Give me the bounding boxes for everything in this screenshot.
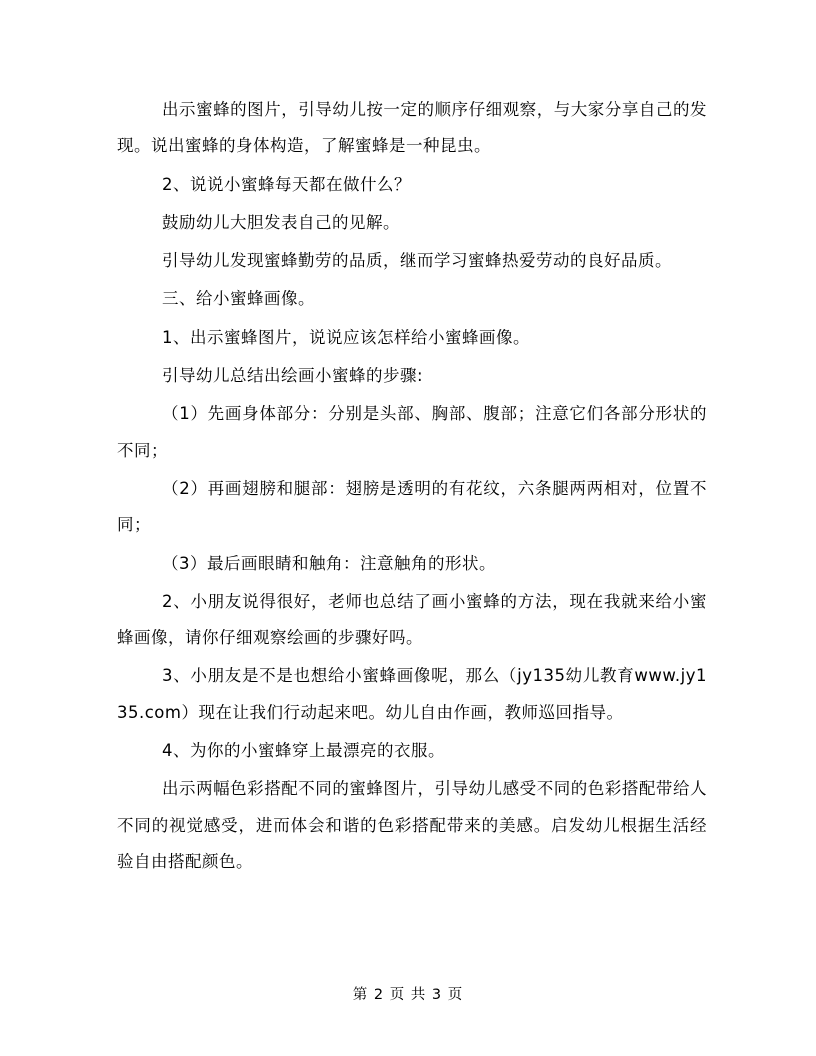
paragraph-diligence: 引导幼儿发现蜜蜂勤劳的品质，继而学习蜜蜂热爱劳动的良好品质。 [162,251,672,271]
paragraph-step-1-picture: 1、出示蜜蜂图片，说说应该怎样给小蜜蜂画像。 [162,327,530,347]
paragraph-encourage: 鼓励幼儿大胆发表自己的见解。 [162,212,400,232]
page-number-label: 第 2 页 共 3 页 [352,987,464,1003]
paragraph-observe-bee: 出示蜜蜂的图片，引导幼儿按一定的顺序仔细观察，与大家分享自己的发现。说出蜜蜂的身体构造，了解蜜蜂是一种昆虫。 [117,100,707,156]
paragraph-step-4-clothes: 4、为你的小蜜蜂穿上最漂亮的衣服。 [162,741,445,761]
paragraph-step-2-demo: 2、小朋友说得很好，老师也总结了画小蜜蜂的方法，现在我就来给小蜜蜂画像，请你仔细观察绘画的步骤好吗。 [117,591,707,648]
paragraph-substep-1: （1）先画身体部分：分别是头部、胸部、腹部；注意它们各部分形状的不同； [117,404,707,460]
paragraph-color-matching: 出示两幅色彩搭配不同的蜜蜂图片，引导幼儿感受不同的色彩搭配带给人不同的视觉感受，进而体会和谐的色彩搭配带来的美感。启发幼儿根据生活经验自由搭配颜色。 [117,779,707,871]
paragraph-substep-2: （2）再画翅膀和腿部：翅膀是透明的有花纹，六条腿两两相对，位置不同； [117,478,707,535]
section-heading-3: 三、给小蜜蜂画像。 [162,289,315,309]
paragraph-step-3-draw: 3、小朋友是不是也想给小蜜蜂画像呢，那么（jy135幼儿教育www.jy135.com）现在让我们行动起来吧。幼儿自由作画，教师巡回指导。 [117,666,707,722]
document-body [117,92,707,882]
paragraph-step-2-question: 2、说说小蜜蜂每天都在做什么？ [162,174,411,194]
paragraph-summary-steps: 引导幼儿总结出绘画小蜜蜂的步骤: [162,366,424,386]
page-footer [0,983,816,1007]
paragraph-substep-3: （3）最后画眼睛和触角：注意触角的形状。 [162,553,496,573]
